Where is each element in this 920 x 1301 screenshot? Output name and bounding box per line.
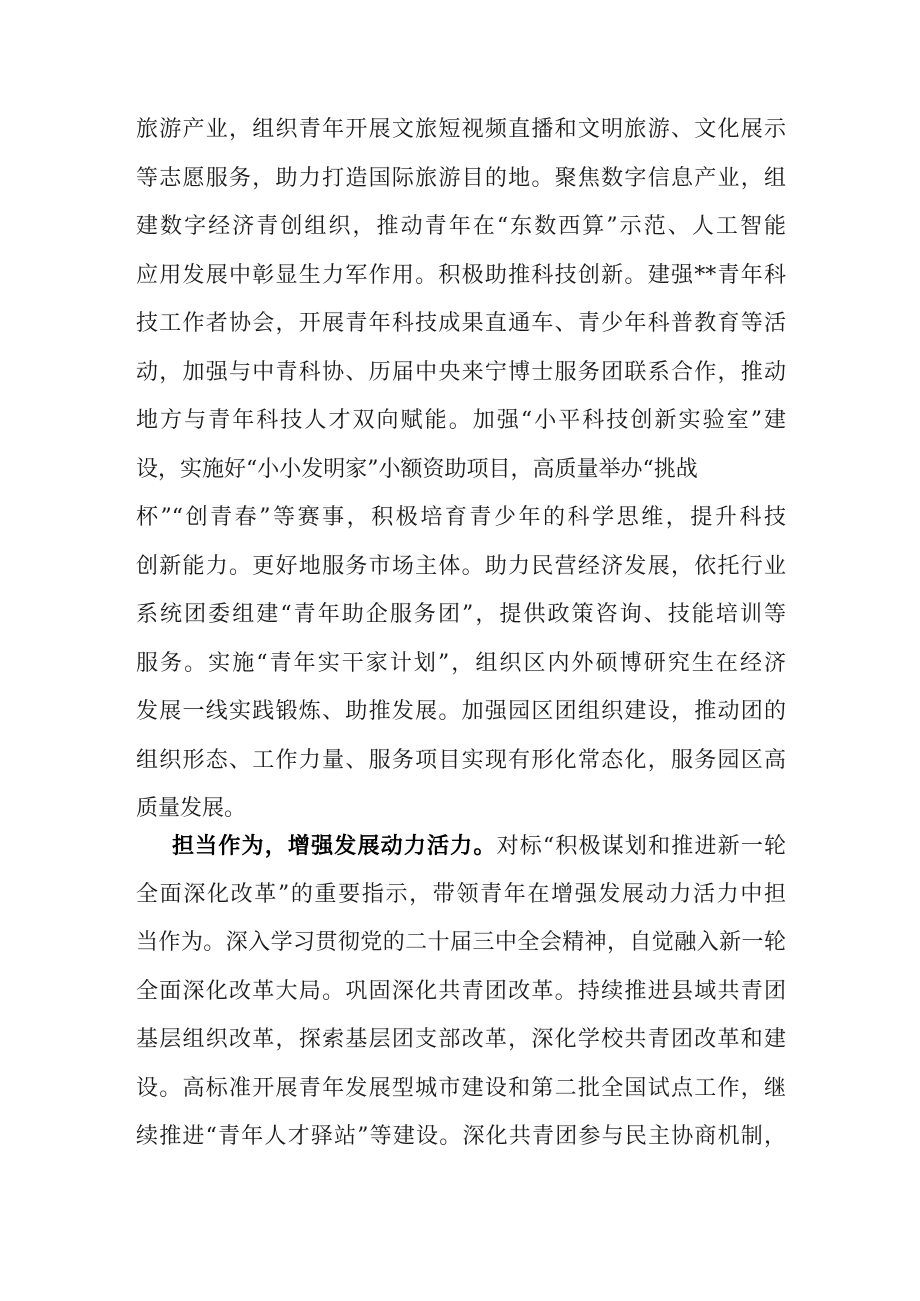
text-line: 地方与青年科技人才双向赋能。加强“小平科技创新实验室”建 — [136, 408, 786, 433]
text-line: 等志愿服务，助力打造国际旅游目的地。聚焦数字信息产业，组 — [136, 165, 786, 191]
text-line: 杯”“创青春”等赛事，积极培育青少年的科学思维，提升科技 — [136, 505, 786, 530]
paragraph-1 — [136, 106, 786, 834]
text-line: 旅游产业，组织青年开展文旅短视频直播和文明旅游、文化展示 — [136, 117, 786, 142]
text-line: 设。高标准开展青年发展型城市建设和第二批全国试点工作，继 — [136, 1075, 786, 1101]
text-line: 动，加强与中青科协、历届中央来宁博士服务团联系合作，推动 — [136, 359, 786, 385]
text-line: 创新能力。更好地服务市场主体。助力民营经济发展，依托行业 — [136, 553, 786, 579]
section-heading: 担当作为，增强发展动力活力。 — [172, 833, 497, 859]
paragraph-2-first-line — [136, 822, 786, 871]
text-line: 组织形态、工作力量、服务项目实现有形化常态化，服务园区高 — [136, 747, 786, 773]
text-line: 建数字经济青创组织，推动青年在“东数西算”示范、人工智能 — [136, 214, 786, 239]
text-line: 当作为。深入学习贯彻党的二十届三中全会精神，自觉融入新一轮 — [136, 930, 786, 955]
text-line: 技工作者协会，开展青年科技成果直通车、青少年科普教育等活 — [136, 311, 786, 336]
text-line: 质量发展。 — [136, 796, 247, 821]
text-line: 系统团委组建“青年助企服务团”，提供政策咨询、技能培训等 — [136, 602, 786, 627]
text-line: 发展一线实践锻炼、助推发展。加强园区团组织建设，推动团的 — [136, 699, 786, 724]
text-line: 全面深化改革大局。巩固深化共青团改革。持续推进县域共青团 — [136, 978, 786, 1004]
text-line: 基层组织改革，探索基层团支部改革，深化学校共青团改革和建 — [136, 1027, 786, 1052]
text-line: 服务。实施“青年实干家计划”，组织区内外硕博研究生在经济 — [136, 650, 786, 676]
text-line: 设，实施好“小小发明家”小额资助项目，高质量举办“挑战 — [136, 456, 698, 482]
text-run: 对标“积极谋划和推进新一轮 — [496, 834, 786, 859]
text-line: 全面深化改革”的重要指示，带领青年在增强发展动力活力中担 — [136, 881, 786, 907]
text-line: 续推进“青年人才驿站”等建设。深化共青团参与民主协商机制， — [136, 1124, 786, 1149]
text-line: 应用发展中彰显生力军作用。积极助推科技创新。建强**青年科 — [136, 262, 786, 288]
paragraph-2 — [136, 822, 786, 1162]
